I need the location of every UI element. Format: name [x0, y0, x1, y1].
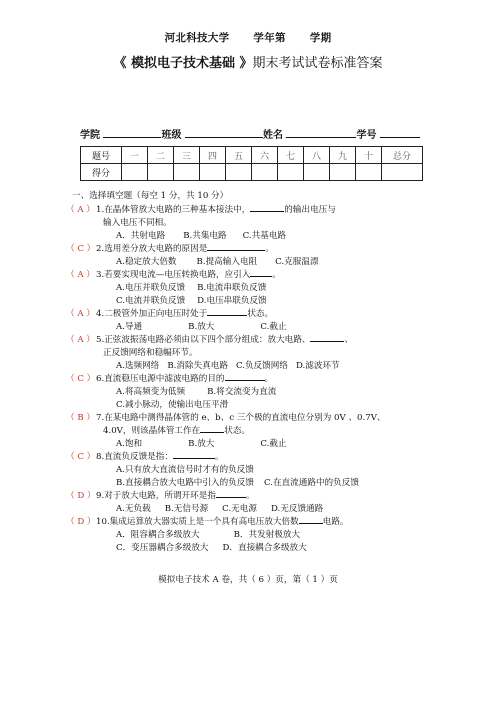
score-input-cell[interactable]: [226, 164, 252, 181]
question-text: 的输出电压与: [284, 205, 336, 215]
answer-blank: [200, 432, 224, 433]
score-cell: 二: [148, 147, 174, 164]
answer-2: （ C ）: [66, 244, 96, 254]
answer-blank: [225, 380, 265, 381]
answer-blank: [207, 315, 247, 316]
score-cell: 一: [122, 147, 148, 164]
question-8: [66, 452, 224, 463]
term: 学期: [309, 32, 332, 44]
score-input-cell[interactable]: [330, 164, 356, 181]
question-7-options: [116, 439, 287, 450]
option: D．直接耦合多级放大: [222, 543, 307, 553]
question-text: 8.直流负反馈是指：: [96, 452, 173, 462]
option: B．共发射极放大: [233, 530, 301, 540]
question-7: [66, 413, 386, 424]
option: B.直接耦合放大电路中引入的负反馈: [116, 478, 254, 488]
class-field[interactable]: [185, 128, 263, 138]
option: C.在直流通路中的负反馈: [263, 478, 359, 488]
score-cell: 九: [330, 147, 356, 164]
question-text: 。: [245, 491, 255, 501]
question-2-options: [116, 257, 319, 268]
question-text: 7.在某电路中测得晶体管的 e、b、c 三个极的直流电位分别为 0V 、0.7V、: [96, 413, 386, 423]
option: B.消除失真电路: [167, 361, 228, 371]
question-10-options-2: [116, 543, 307, 554]
score-cell: 总分: [382, 147, 423, 164]
score-cell: 七: [278, 147, 304, 164]
question-8-options: A.只有放大直流信号时才有的负反馈: [116, 465, 254, 475]
question-text: 9.对于放大电路，所谓开环是指: [96, 491, 216, 501]
score-cell: 五: [226, 147, 252, 164]
question-text: 。: [214, 452, 224, 462]
answer-blank: [207, 250, 265, 251]
question-5-cont: 正反馈网络和稳幅环节。: [103, 348, 198, 358]
option: A.选频网络: [116, 361, 160, 371]
question-text: 3.若要实现电流—电压转换电路，应引入: [96, 270, 251, 280]
question-text: 状态。: [247, 309, 274, 319]
section-heading: 一、选择填空题（每空 1 分，共 10 分）: [72, 191, 229, 201]
score-cell: 三: [174, 147, 200, 164]
question-5: [66, 335, 353, 346]
question-5-options: [116, 361, 340, 372]
answer-blank: [173, 458, 215, 459]
option: B.放大: [188, 439, 215, 449]
answer-blank: [250, 211, 284, 212]
score-cell: 八: [304, 147, 330, 164]
answer-10: （ D ）: [66, 517, 96, 527]
question-text: 5.正弦波振荡电路必须由以下四个部分组成：放大电路、: [96, 335, 311, 345]
question-9: [66, 491, 255, 502]
question-6-options-2: C.减小脉动，使输出电压平滑: [116, 400, 229, 410]
question-text: 。: [264, 374, 274, 384]
option: C.无电源: [222, 504, 257, 514]
question-text: 2.选用差分放大电路的原因是: [96, 244, 208, 254]
course-title: 《 模拟电子技术基础 》: [113, 56, 253, 71]
question-6-options: [116, 387, 276, 398]
question-text: 10.集成运算放大器实质上是一个具有高电压放大倍数: [96, 517, 299, 527]
header-school-line: [0, 30, 496, 45]
question-10-options: [116, 530, 300, 541]
class-label: 班级: [161, 130, 182, 141]
option: C.负反馈网络: [235, 361, 288, 371]
option: B.电流串联负反馈: [197, 283, 267, 293]
question-text: 6.直流稳压电源中滤波电路的目的: [96, 374, 225, 384]
option: A.无负载: [116, 504, 151, 514]
option: C.截止: [260, 439, 287, 449]
question-text: 。: [265, 244, 274, 254]
option: A.将高频变为低频: [116, 387, 186, 397]
answer-blank: [310, 341, 344, 342]
college-label: 学院: [80, 130, 100, 141]
option: B.放大: [188, 322, 215, 332]
score-input-cell[interactable]: [278, 164, 304, 181]
option: C．变压器耦合多级放大: [116, 543, 209, 553]
question-9-options: [116, 504, 323, 515]
score-cell: 题号: [81, 147, 122, 164]
option: D.滤波环节: [295, 361, 340, 371]
student-id-label: 学号: [356, 130, 377, 141]
question-text: 1.在晶体管放大电路的三种基本接法中，: [96, 205, 251, 215]
answer-7: （ B ）: [66, 413, 95, 423]
option: C.共基电路: [242, 231, 287, 241]
question-4-options: [116, 322, 287, 333]
answer-4: （ A ）: [66, 309, 95, 319]
answer-1: （ A ）: [66, 205, 95, 215]
answer-8: （ C ）: [66, 452, 96, 462]
score-input-cell[interactable]: [304, 164, 330, 181]
question-text: 电路。: [322, 517, 349, 527]
option: A．共射电路: [116, 231, 166, 241]
question-text: 4.0V，则该晶体管工作在: [103, 426, 201, 436]
option: A.导通: [116, 322, 143, 332]
score-value-row: [81, 164, 423, 181]
option: B.共集电路: [183, 231, 227, 241]
question-text: 4.二极管外加正向电压时处于: [96, 309, 208, 319]
option: C.截止: [260, 322, 287, 332]
answer-blank: [216, 497, 246, 498]
score-input-cell[interactable]: [252, 164, 278, 181]
score-row-label: 得分: [81, 164, 122, 181]
answer-6: （ C ）: [66, 374, 96, 384]
option: C.克服温漂: [275, 257, 319, 267]
option: D.无反馈通路: [270, 504, 324, 514]
score-input-cell[interactable]: [200, 164, 226, 181]
question-1-options: [116, 231, 286, 242]
score-cell: 十: [356, 147, 382, 164]
question-3-options-2: [116, 296, 267, 307]
question-3: [66, 270, 281, 281]
score-input-cell[interactable]: [122, 164, 148, 181]
name-field[interactable]: [286, 128, 356, 138]
score-table: [80, 146, 423, 181]
score-input-cell[interactable]: [356, 164, 382, 181]
option: C.电流并联负反馈: [116, 296, 186, 306]
answer-5: （ A ）: [66, 335, 95, 345]
option: D.电压串联负反馈: [197, 296, 267, 306]
option: B.提高输入电阻: [196, 257, 258, 267]
question-3-options: [116, 283, 266, 294]
option: B.将交流变为直流: [207, 387, 277, 397]
student-id-field[interactable]: [380, 128, 420, 138]
question-text: 。: [272, 270, 281, 280]
score-cell: 四: [200, 147, 226, 164]
answer-blank: [250, 276, 272, 277]
question-2: [66, 244, 274, 255]
question-8-options-2: [116, 478, 359, 489]
option: A.稳定放大倍数: [116, 257, 177, 267]
score-cell: 六: [252, 147, 278, 164]
question-text: 、: [344, 335, 354, 345]
question-1: [66, 205, 336, 216]
school-name: 河北科技大学: [164, 32, 230, 44]
option: A.饱和: [116, 439, 143, 449]
page-title: [0, 52, 496, 71]
score-input-cell[interactable]: [174, 164, 200, 181]
question-1-cont: 输入电压不同相。: [103, 218, 172, 228]
student-info-line: [80, 126, 420, 141]
academic-year: 学年第: [253, 32, 286, 44]
option: B.无信号源: [164, 504, 209, 514]
question-7-cont: [103, 426, 250, 437]
option: A.电压并联负反馈: [116, 283, 186, 293]
question-10: [66, 517, 349, 528]
title-suffix: 期末考试试卷标准答案: [252, 56, 383, 71]
answer-blank: [299, 523, 323, 524]
option: A．阻容耦合多级放大: [116, 530, 200, 540]
question-4: [66, 309, 273, 320]
score-input-cell[interactable]: [382, 164, 423, 181]
answer-3: （ A ）: [66, 270, 95, 280]
page-footer: 模拟电子技术 A 卷，共（ 6 ）页，第（ 1 ）页: [158, 575, 338, 585]
question-text: 状态。: [224, 426, 251, 436]
question-6: [66, 374, 273, 385]
college-field[interactable]: [103, 128, 161, 138]
score-input-cell[interactable]: [148, 164, 174, 181]
name-label: 姓名: [262, 130, 283, 141]
answer-9: （ D ）: [66, 491, 96, 501]
score-header-row: [81, 147, 423, 164]
